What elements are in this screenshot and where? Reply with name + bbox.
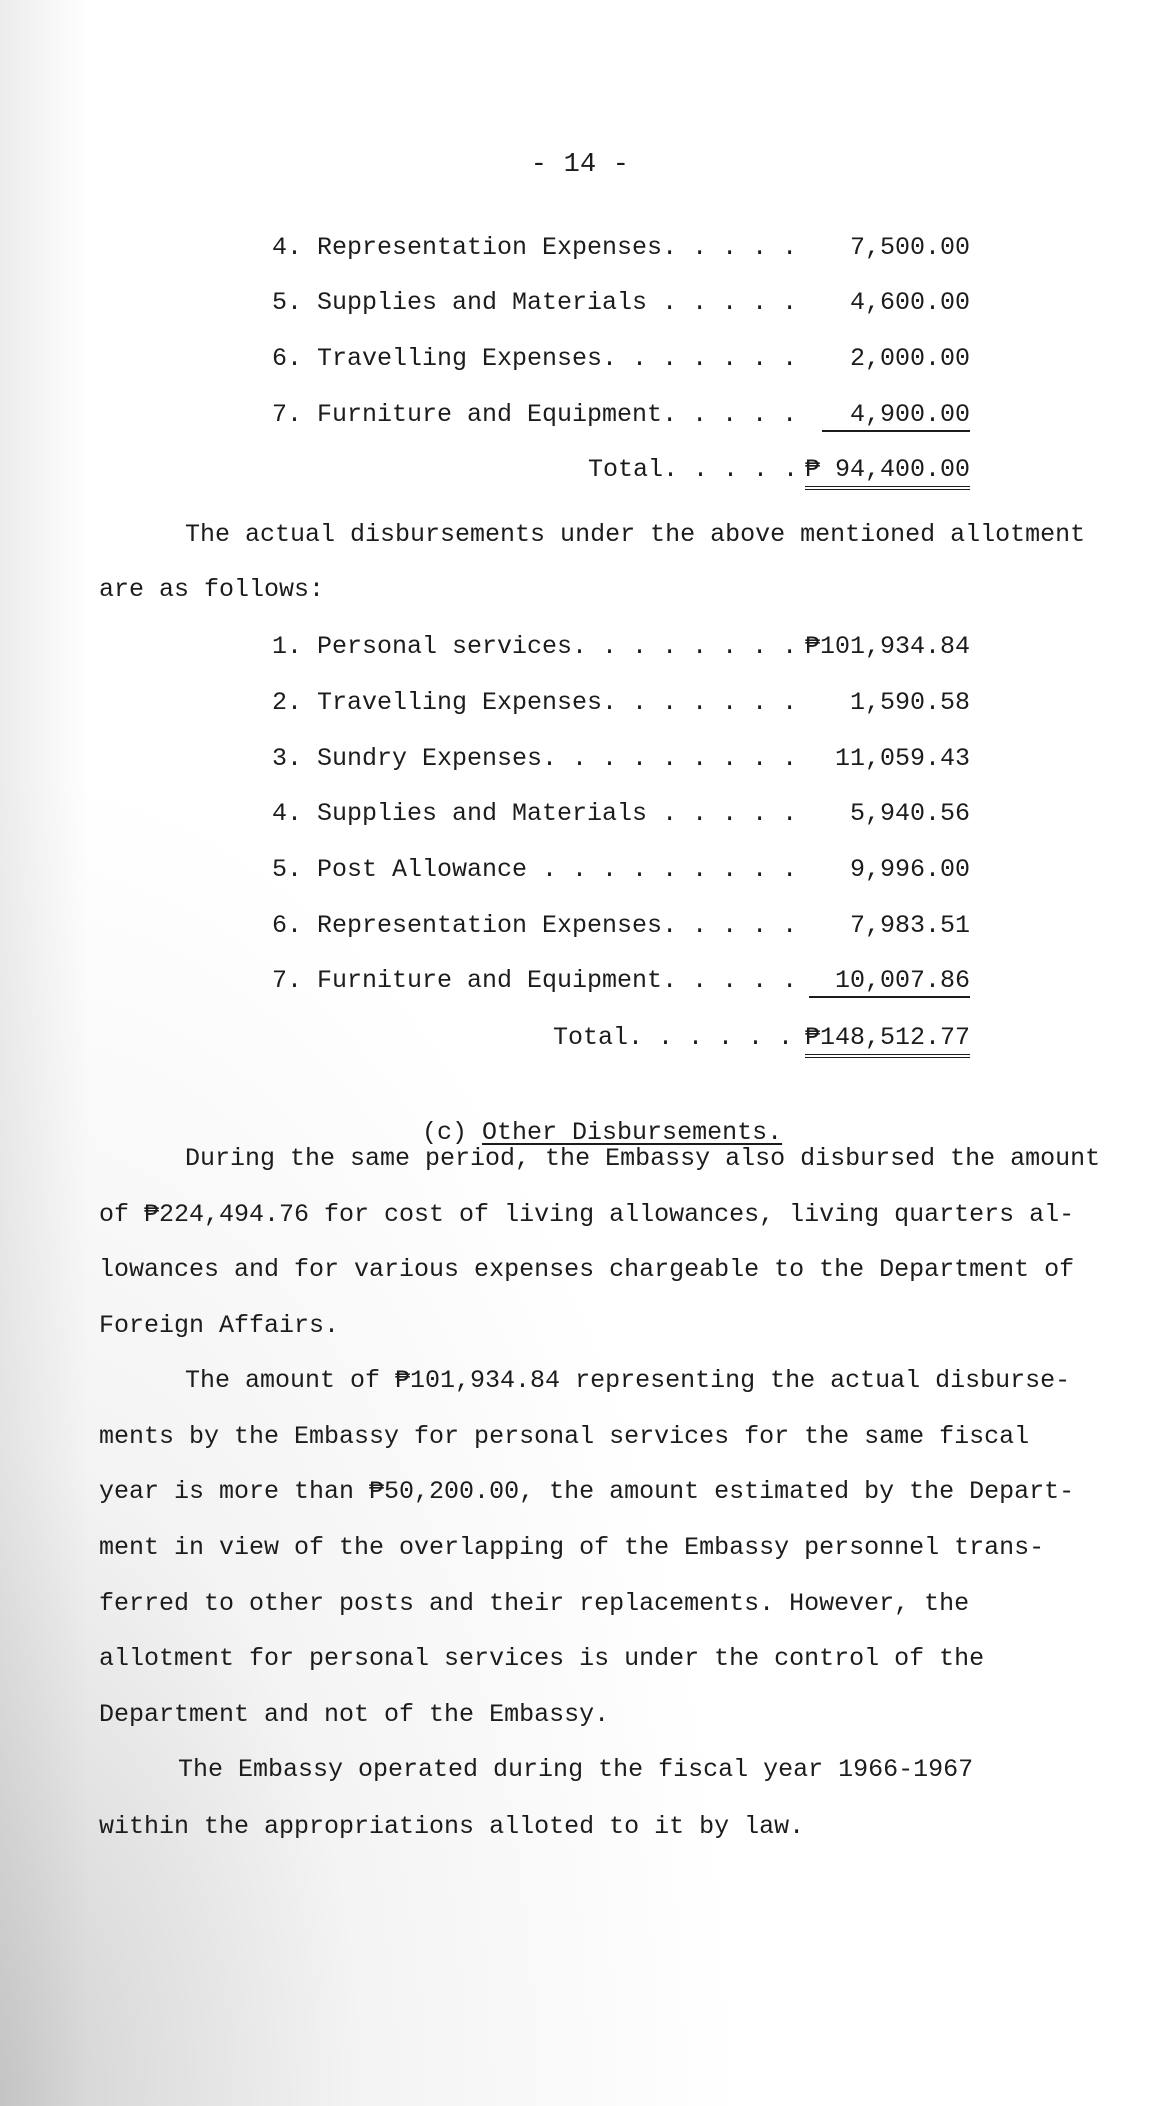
paragraph-line: within the appropriations alloted to it by law. [99, 1812, 805, 1841]
allotment-item-label: 4. Representation Expenses. . . . . [272, 233, 798, 262]
allotment-item-label: 6. Travelling Expenses. . . . . . . [272, 344, 798, 373]
paragraph-line: The Embassy operated during the fiscal year 1966-1967 [178, 1755, 974, 1784]
intro-line: are as follows: [99, 575, 325, 604]
paragraph-line: year is more than ₱50,200.00, the amount estimated by the Depart- [99, 1477, 1075, 1506]
allotment-item-amount: 4,600.00 [849, 288, 970, 317]
paragraph-line: During the same period, the Embassy also disbursed the amount [185, 1144, 1101, 1173]
allotment-item-amount: 7,500.00 [849, 233, 970, 262]
disbursement-item-amount: 1,590.58 [849, 688, 970, 717]
paragraph-line: ments by the Embassy for personal services for the same fiscal [99, 1422, 1030, 1451]
disbursement-item-label: 7. Furniture and Equipment. . . . . [272, 966, 798, 995]
page-number: - 14 - [530, 150, 630, 180]
allotment-item-label: 7. Furniture and Equipment. . . . . [272, 400, 798, 429]
disbursement-item-label: 5. Post Allowance . . . . . . . . . [272, 855, 798, 884]
disbursement-item-amount: ₱101,934.84 [804, 632, 970, 661]
disbursement-item-amount: 9,996.00 [849, 855, 970, 884]
disbursement-item-amount: 7,983.51 [849, 911, 970, 940]
allotment-item-amount: 2,000.00 [849, 344, 970, 373]
section-title: Other Disbursements. [482, 1118, 783, 1147]
paragraph-line: lowances and for various expenses chargeable to the Department of [99, 1255, 1075, 1284]
intro-line: The actual disbursements under the above mentioned allotment [185, 520, 1086, 549]
paragraph-line: Department and not of the Embassy. [99, 1700, 610, 1729]
disbursement-item-amount: 10,007.86 [809, 966, 970, 998]
paragraph-line: ment in view of the overlapping of the Embassy personnel trans- [99, 1533, 1045, 1562]
disbursement-item-amount: 11,059.43 [834, 744, 970, 773]
disbursement-item-label: 3. Sundry Expenses. . . . . . . . . [272, 744, 798, 773]
disbursement-item-label: 2. Travelling Expenses. . . . . . . [272, 688, 798, 717]
section-prefix: (c) [422, 1118, 483, 1147]
disbursement-total-amount: ₱148,512.77 [805, 1023, 970, 1058]
paragraph-line: The amount of ₱101,934.84 representing the actual disburse- [185, 1366, 1071, 1395]
disbursement-item-label: 4. Supplies and Materials . . . . . [272, 799, 798, 828]
disbursement-total-label: Total. . . . . . [553, 1023, 794, 1052]
allotment-item-label: 5. Supplies and Materials . . . . . [272, 288, 798, 317]
paragraph-line: Foreign Affairs. [99, 1311, 340, 1340]
disbursement-item-label: 1. Personal services. . . . . . . . [272, 632, 798, 661]
paragraph-line: ferred to other posts and their replacements. However, the [99, 1589, 970, 1618]
disbursement-item-amount: 5,940.56 [849, 799, 970, 828]
allotment-item-amount: 4,900.00 [822, 400, 970, 432]
allotment-total-amount: ₱ 94,400.00 [805, 455, 970, 490]
paragraph-line: allotment for personal services is under the control of the [99, 1644, 985, 1673]
allotment-total-label: Total. . . . . [588, 455, 799, 484]
paragraph-line: of ₱224,494.76 for cost of living allowances, living quarters al- [99, 1200, 1075, 1229]
disbursement-item-label: 6. Representation Expenses. . . . . [272, 911, 798, 940]
